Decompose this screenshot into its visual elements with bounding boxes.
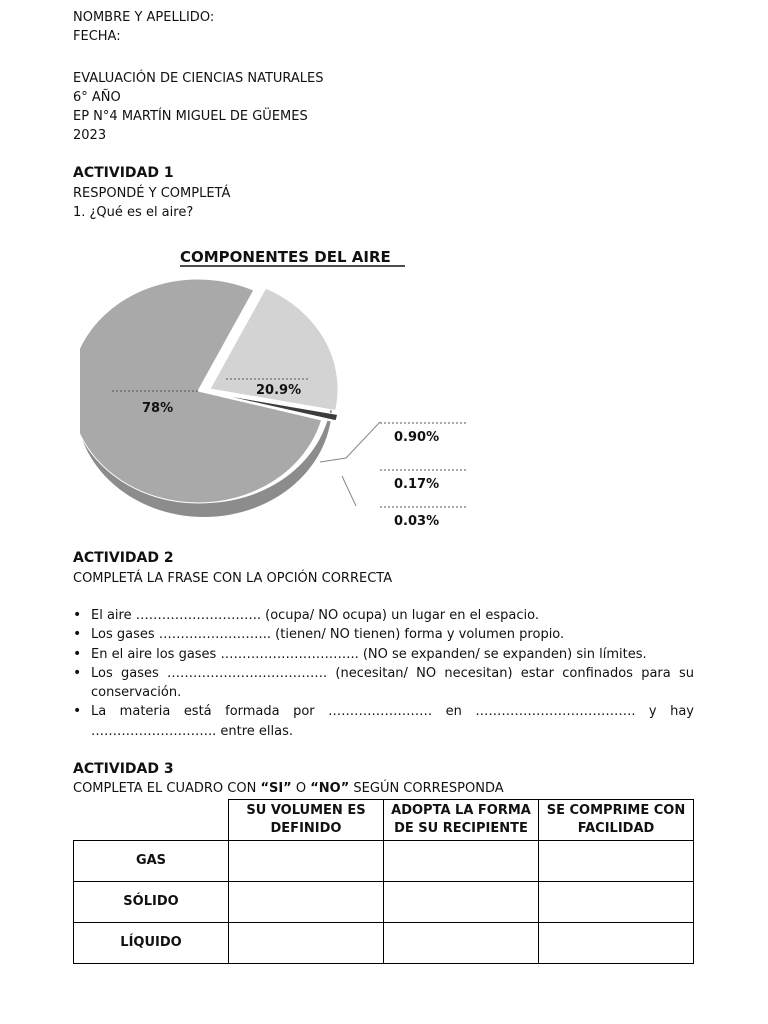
activity3-instruction (73, 779, 504, 798)
data-label-20-9: 20.9% (256, 383, 302, 398)
column-header: ADOPTA LA FORMA DE SU RECIPIENTE (384, 800, 539, 841)
table-row (74, 841, 694, 882)
answer-cell[interactable] (384, 841, 539, 882)
list-item: • El aire ……………………….. (ocupa/ NO ocupa) un lugar en el espacio. (73, 606, 694, 625)
column-header: SE COMPRIME CON FACILIDAD (539, 800, 694, 841)
year-label: 2023 (73, 128, 107, 143)
list-item: • Los gases ………………………………. (necesitan/ NO necesitan) estar confinados para su conservación. (73, 664, 694, 703)
list-item: • La materia está formada por …………………… en ………………………………. y hay ……………………….. entre ellas. (73, 702, 694, 741)
exam-title: EVALUACIÓN DE CIENCIAS NATURALES (73, 71, 324, 86)
activity2-title: ACTIVIDAD 2 (73, 550, 174, 566)
row-header: GAS (74, 841, 229, 882)
answer-cell[interactable] (229, 882, 384, 923)
list-item: • En el aire los gases ………………………….. (NO se expanden/ se expanden) sin límites. (73, 645, 694, 664)
fill-in-list (73, 606, 694, 741)
instruction-text: O (291, 781, 311, 796)
data-label-0-03: 0.03% (394, 514, 440, 529)
answer-cell[interactable] (539, 923, 694, 964)
instruction-no: “NO” (310, 781, 350, 796)
name-label: NOMBRE Y APELLIDO: (73, 10, 215, 25)
table-corner-cell (74, 800, 229, 841)
activity1-title: ACTIVIDAD 1 (73, 165, 174, 181)
data-label-0-17: 0.17% (394, 477, 440, 492)
activity1-instruction: RESPONDÉ Y COMPLETÁ (73, 186, 231, 201)
instruction-text: SEGÚN CORRESPONDA (349, 781, 504, 796)
grade-label: 6° AÑO (73, 90, 121, 105)
answer-cell[interactable] (384, 882, 539, 923)
school-name: EP N°4 MARTÍN MIGUEL DE GÜEMES (73, 109, 308, 124)
data-label-78: 78% (142, 401, 174, 416)
table-row (74, 923, 694, 964)
answer-cell[interactable] (539, 841, 694, 882)
answer-cell[interactable] (539, 882, 694, 923)
activity1-question: 1. ¿Qué es el aire? (73, 205, 194, 220)
callout-line (342, 476, 356, 506)
table-header-row (74, 800, 694, 841)
activity2-instruction: COMPLETÁ LA FRASE CON LA OPCIÓN CORRECTA (73, 571, 393, 586)
row-header: LÍQUIDO (74, 923, 229, 964)
data-label-0-90: 0.90% (394, 430, 440, 445)
instruction-text: COMPLETA EL CUADRO CON (73, 781, 261, 796)
pie-chart-svg (80, 236, 480, 536)
table-row (74, 882, 694, 923)
chart-title: COMPONENTES DEL AIRE (180, 248, 391, 266)
instruction-si: “SI” (260, 781, 292, 796)
column-header: SU VOLUMEN ES DEFINIDO (229, 800, 384, 841)
list-item: • Los gases …………………….. (tienen/ NO tienen) forma y volumen propio. (73, 625, 694, 644)
date-label: FECHA: (73, 29, 121, 44)
answer-cell[interactable] (229, 923, 384, 964)
states-of-matter-table (73, 799, 694, 964)
air-components-chart (80, 236, 480, 536)
row-header: SÓLIDO (74, 882, 229, 923)
answer-cell[interactable] (229, 841, 384, 882)
answer-cell[interactable] (384, 923, 539, 964)
activity3-title: ACTIVIDAD 3 (73, 761, 174, 777)
